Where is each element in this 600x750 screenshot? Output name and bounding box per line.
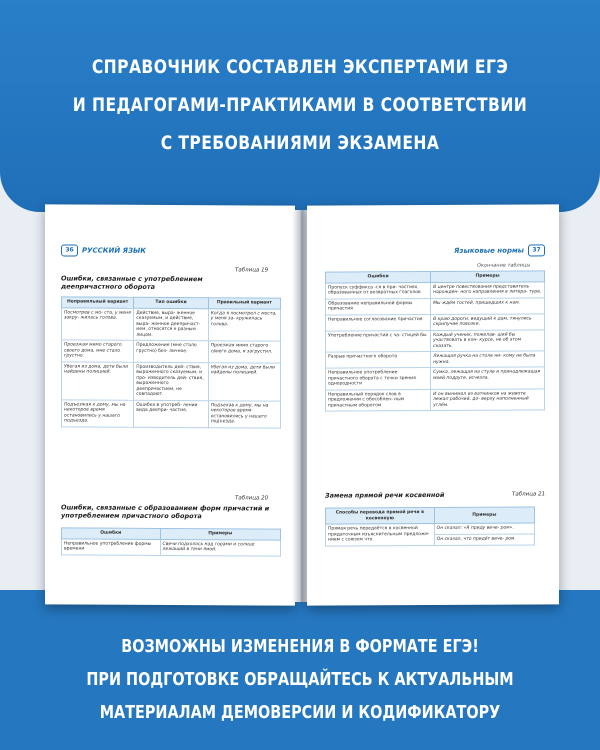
cell: Мы ждём гостей, пришедших к нам. xyxy=(431,297,545,314)
cell: Он сказал: «Я приду вече- ром». xyxy=(434,523,534,534)
cell: Подъезжая к дому, мы на некоторое время остановились у нашего подъезда. xyxy=(62,399,134,426)
headline xyxy=(0,48,600,162)
cell: Проезжая мимо старого своего дома, мне стало грустно. xyxy=(62,340,134,362)
cell: Разрыв причастного оборота xyxy=(326,352,431,369)
cell: Образование неправильной формы причастия xyxy=(326,298,431,315)
left-page xyxy=(45,204,295,605)
cell: Убегая из дома, дети были найдены полицией. xyxy=(62,361,134,399)
section-title: Языковые нормы xyxy=(454,246,524,255)
footer-notice xyxy=(0,630,600,729)
cell: Когда я посмотрел с моста, у меня за- кружилась голова. xyxy=(208,308,280,341)
cell: Сумка, лежащая на стуле и принадлежащая моей подруге, исчезла. xyxy=(431,367,545,389)
table-continued xyxy=(325,270,545,411)
headline-line: С ТРЕБОВАНИЯМИ ЭКЗАМЕНА xyxy=(160,132,440,154)
table-label: Таблица 19 xyxy=(235,267,269,274)
cell: Действие, выра- женное сказуемым, и действие, выра- женное деепричаст- ием, относятся к разным лицам. xyxy=(134,308,208,341)
col-header: Ошибки xyxy=(62,528,161,539)
cell: Ошибка в употреб- лении вида деепри- частия. xyxy=(134,400,208,427)
cell: Производитель дей- ствия, выраженного сказуемым, и про- изводитель дей- ствия, выраженного деепричастием, не совпадают. xyxy=(134,362,208,400)
cell: Пропуск суффикса -ся в при- частиях, образованных от возвратных глаголов xyxy=(326,282,431,299)
table-title: Ошибки, связанные с употреблением деепричастного оборота xyxy=(61,274,203,291)
cell: Употребление причастий с ча- стицей бы xyxy=(326,330,431,352)
right-page xyxy=(307,204,559,605)
cell: Подъехав к дому, мы на некоторое время остановились у нашего подъезда. xyxy=(208,400,280,427)
section-title: РУССКИЙ ЯЗЫК xyxy=(82,246,147,255)
table-21 xyxy=(325,506,535,546)
footer-line: МАТЕРИАЛАМ ДЕМОВЕРСИИ И КОДИФИКАТОРУ xyxy=(99,702,501,723)
table-row xyxy=(326,351,545,368)
table-20 xyxy=(61,527,281,556)
table-row xyxy=(326,281,545,298)
cell: Проезжая мимо старого своего дома, я загрустил. xyxy=(208,341,280,363)
cell: Лежащая ручка на столе ни- кому не была нужна. xyxy=(431,351,545,368)
table-row xyxy=(326,367,545,390)
footer-line: ВОЗМОЖНЫ ИЗМЕНЕНИЯ В ФОРМАТЕ ЕГЭ! xyxy=(121,636,479,657)
col-header: Способы перевода прямой речи в косвенную xyxy=(326,507,435,524)
table-row xyxy=(62,307,281,341)
page-number: 37 xyxy=(528,244,545,256)
cell: Неправильное согласование причастия xyxy=(326,314,431,331)
footer-line: ПРИ ПОДГОТОВКЕ ОБРАЩАЙТЕСЬ К АКТУАЛЬНЫМ xyxy=(86,669,514,690)
open-book xyxy=(45,205,560,620)
cell: В центре повествования представитель нарожден- ного направления в литера- туре. xyxy=(431,281,545,298)
page-number: 36 xyxy=(61,244,78,256)
table-row xyxy=(62,361,281,400)
col-header: Ошибки xyxy=(326,272,431,283)
col-header: Примеры xyxy=(434,507,534,524)
col-header: Тип ошибки xyxy=(134,297,208,308)
table-row xyxy=(326,313,545,330)
table-title: Ошибки, связанные с образованием форм причастий и употреблением причастного оборота xyxy=(61,503,270,521)
table-row xyxy=(62,340,281,363)
table-label: Таблица 20 xyxy=(235,495,269,502)
table-19 xyxy=(61,296,281,428)
cell: Посмотрев с мо- ста, у меня закру- жилась голова. xyxy=(62,307,134,340)
col-header: Примеры xyxy=(160,528,280,539)
headline-line: СПРАВОЧНИК СОСТАВЛЕН ЭКСПЕРТАМИ ЕГЭ xyxy=(91,56,509,78)
cell: Неправильное употребление формы времени xyxy=(62,538,161,555)
table-row xyxy=(326,388,545,411)
col-header: Неправильный вариант xyxy=(62,297,134,308)
table-row xyxy=(62,399,281,427)
table-label: Таблица 21 xyxy=(512,491,546,498)
right-page-header xyxy=(454,244,545,256)
table-row xyxy=(326,329,545,352)
col-header: Правильный вариант xyxy=(208,298,280,309)
cell: Неправильный порядок слов в предложении с обособлен- ным причастным оборотом xyxy=(326,389,431,411)
cell: И он вынимал из ватнинков на животе лежал рабочий, до- верху наполненный углём. xyxy=(431,388,545,410)
table-row xyxy=(62,538,281,555)
table-title: Замена прямой речи косвенной xyxy=(325,490,445,500)
cell: Прямая речь передаётся в косвенной придаточным изъяснительным предложе- нием с союзом что xyxy=(326,523,435,545)
cell: Неправильное употребление причастного оборота с точки зрения однородности xyxy=(326,368,431,390)
cell: В краю дороги, ведущий к дам, тянулись скрипучие повозки. xyxy=(431,313,545,330)
cell: Предложение (мне стало грустно) без- личное. xyxy=(134,340,208,362)
cell: Он сказал, что придёт вече- ром. xyxy=(434,534,534,545)
cell: Свечи подхолось над горами и солнце лежащий в тени ямой. xyxy=(160,539,280,556)
headline-line: И ПЕДАГОГАМИ-ПРАКТИКАМИ В СООТВЕТСТВИИ xyxy=(72,94,528,116)
cell: Убегая из дома, дети были найдены полицией. xyxy=(208,362,280,400)
continuation-label: Окончание таблицы xyxy=(477,262,531,269)
cell: Каждый ученик, пожелав- ший бы участвовать в кон- курсе, не об этом сказать. xyxy=(431,329,545,351)
col-header: Примеры xyxy=(431,271,545,282)
left-page-header xyxy=(61,244,146,256)
table-row xyxy=(326,297,545,314)
